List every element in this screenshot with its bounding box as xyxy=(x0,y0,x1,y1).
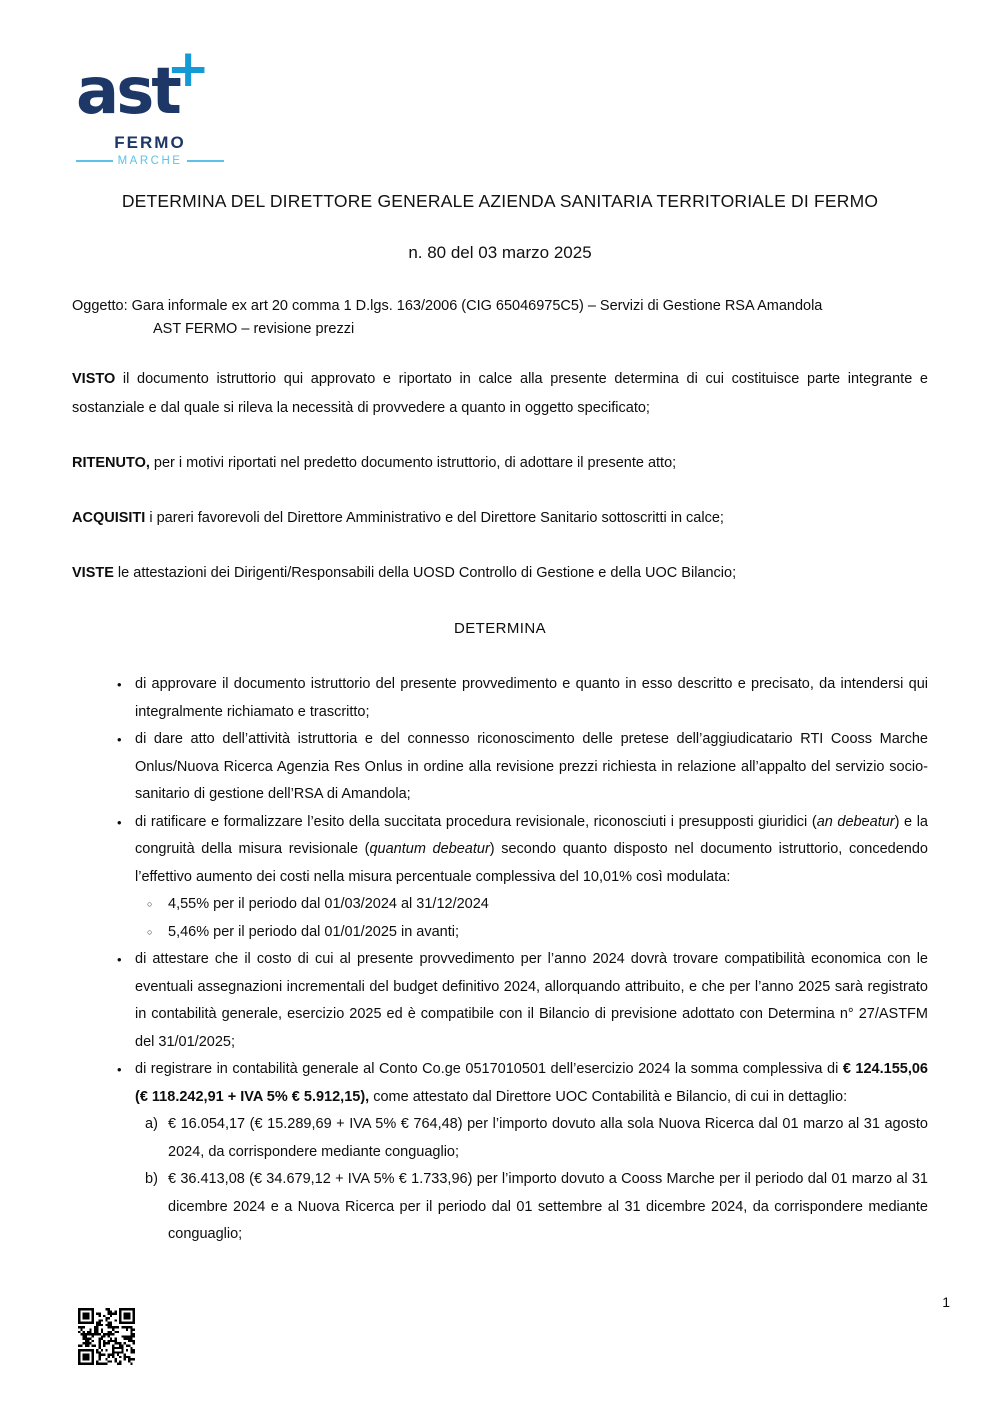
preamble-section xyxy=(72,365,928,588)
preamble-paragraph-viste xyxy=(72,559,928,588)
lettered-list-item xyxy=(72,1111,928,1166)
determina-heading: DETERMINA xyxy=(454,620,546,637)
sub-list-item xyxy=(72,891,928,919)
lettered-item-text: € 36.413,08 (€ 34.679,12 + IVA 5% € 1.733,96) per l’importo dovuto a Cooss Marche per il periodo dal 01 marzo al 31 dicembre 2024 e a Nuova Ricerca per il periodo dal 01 settembre al 31 dicembre 2024, da corrispondere mediante conguaglio; xyxy=(168,1171,928,1242)
logo-subregion-row xyxy=(76,155,224,167)
paragraph-lead: VISTE xyxy=(72,565,114,581)
logo-subregion-label: MARCHE xyxy=(117,155,183,167)
bullet-icon: • xyxy=(117,814,122,830)
letter-marker: a) xyxy=(145,1116,158,1132)
circle-bullet-icon: ○ xyxy=(147,926,153,937)
logo-mark xyxy=(76,39,224,133)
logo-wordmark: ast xyxy=(76,55,179,129)
subject-paragraph xyxy=(72,295,928,341)
lettered-item-text: € 16.054,17 (€ 15.289,69 + IVA 5% € 764,48) per l’importo dovuto alla sola Nuova Ricerca dal 01 marzo al 31 agosto 2024, da corrispondere mediante conguaglio; xyxy=(168,1116,928,1160)
list-item-text: di dare atto dell’attività istruttoria e del connesso riconoscimento delle pretese dell’aggiudicatario RTI Cooss Marche Onlus/Nuova Ricerca Agenzia Res Onlus in ordine alla revisione prezzi richiesta in relazione all’appalto del servizio socio-sanitario di gestione dell’RSA di Amandola; xyxy=(135,731,928,802)
document-title: DETERMINA DEL DIRETTORE GENERALE AZIENDA SANITARIA TERRITORIALE DI FERMO xyxy=(121,191,879,211)
list-item xyxy=(72,946,928,1056)
list-item xyxy=(72,726,928,809)
sub-list-item xyxy=(72,919,928,947)
paragraph-text: i pareri favorevoli del Direttore Amministrativo e del Direttore Sanitario sottoscritti in calce; xyxy=(145,510,724,526)
paragraph-lead: RITENUTO, xyxy=(72,455,150,471)
ast-fermo-logo xyxy=(76,39,224,167)
list-item-text: di ratificare e formalizzare l’esito della succitata procedura revisionale, riconosciuti i presupposti giuridici (an debeatur) e la congruità della misura revisionale (quantum debeatur) secondo quanto disposto nel documento istruttorio, concedendo l’effettivo aumento dei costi nella misura percentuale complessiva del 10,01% così modulata: xyxy=(135,813,928,885)
list-item-text: di attestare che il costo di cui al presente provvedimento per l’anno 2024 dovrà trovare compatibilità economica con le eventuali assegnazioni incrementali del budget definitivo 2024, allorquando attribuito, e che per l’anno 2025 sarà registrato in contabilità generale, esercizio 2025 ed è compatibile con il Bilancio di previsione adottato con Determina n° 27/ASTFM del 31/01/2025; xyxy=(135,951,928,1050)
list-item xyxy=(72,1056,928,1111)
logo-region-label: FERMO xyxy=(114,133,186,152)
page-number: 1 xyxy=(942,1294,950,1310)
list-item xyxy=(72,809,928,892)
lettered-list-item xyxy=(72,1166,928,1249)
letter-marker: b) xyxy=(145,1171,158,1187)
paragraph-text: le attestazioni dei Dirigenti/Responsabili della UOSD Controllo di Gestione e della UOC Bilancio; xyxy=(113,565,737,581)
divider-line xyxy=(76,160,113,162)
paragraph-text: per i motivi riportati nel predetto documento istruttorio, di adottare il presente atto; xyxy=(149,455,677,471)
determina-list xyxy=(72,671,928,1249)
paragraph-text: il documento istruttorio qui approvato e riportato in calce alla presente determina di cui costituisce parte integrante e sostanziale e dal quale si rileva la necessità di provvedere a quanto in oggetto specificato; xyxy=(72,371,928,416)
bullet-icon: • xyxy=(117,677,122,692)
bullet-icon: • xyxy=(117,952,122,967)
bullet-icon: • xyxy=(117,732,122,747)
paragraph-lead: VISTO xyxy=(72,371,116,387)
document-number-line: n. 80 del 03 marzo 2025 xyxy=(408,243,592,262)
sub-list-item-text: 5,46% per il periodo dal 01/01/2025 in avanti; xyxy=(168,923,460,940)
sub-list-item-text: 4,55% per il periodo dal 01/03/2024 al 31/12/2024 xyxy=(168,896,489,912)
preamble-paragraph-visto xyxy=(72,365,928,423)
list-item-text: di registrare in contabilità generale al Conto Co.ge 0517010501 dell’esercizio 2024 la somma complessiva di € 124.155,06 (€ 118.242,91 + IVA 5% € 5.912,15), come attestato dal Direttore UOC Contabilità e Bilancio, di cui in dettaglio: xyxy=(135,1061,929,1105)
subject-line-1: Oggetto: Gara informale ex art 20 comma 1 D.lgs. 163/2006 (CIG 65046975C5) – Servizi di Gestione RSA Amandola xyxy=(72,298,823,314)
list-item xyxy=(72,671,928,726)
qr-code xyxy=(78,1308,135,1365)
bullet-icon: • xyxy=(117,1062,122,1077)
divider-line xyxy=(187,160,224,162)
circle-bullet-icon: ○ xyxy=(147,899,153,909)
subject-line-2: AST FERMO – revisione prezzi xyxy=(153,321,355,337)
list-item-text: di approvare il documento istruttorio del presente provvedimento e quanto in esso descritto e precisato, da intendersi qui integralmente richiamato e trascritto; xyxy=(135,676,928,720)
plus-icon: + xyxy=(166,39,210,99)
preamble-paragraph-ritenuto xyxy=(72,449,928,478)
preamble-paragraph-acquisiti xyxy=(72,504,928,533)
paragraph-lead: ACQUISITI xyxy=(72,510,146,526)
